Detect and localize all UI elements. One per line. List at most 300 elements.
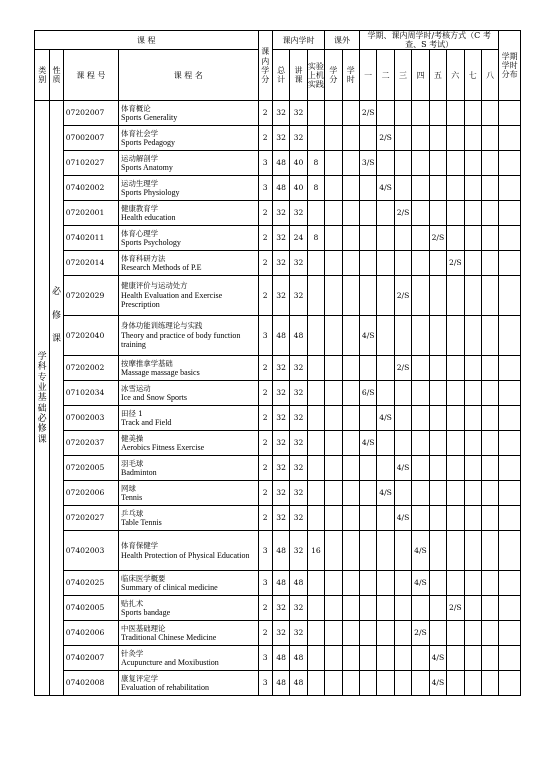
- course-name: [119, 671, 258, 696]
- table-row: [35, 201, 521, 226]
- semester-cell: [377, 506, 394, 531]
- lecture-hours: 40: [290, 176, 307, 201]
- course-name-cn: 体育概论: [121, 103, 151, 113]
- semester-cell: [429, 531, 446, 571]
- distribution-header: [499, 31, 521, 101]
- lab-hours: [307, 646, 324, 671]
- lecture-hours: 32: [290, 201, 307, 226]
- outside-credit: [325, 226, 342, 251]
- course-code: 07202029: [63, 276, 118, 316]
- category-text: 学 科 专 业 基 础 必 修 课: [37, 351, 47, 445]
- semester-mark: 2/S: [447, 596, 464, 621]
- semester-cell: [481, 571, 498, 596]
- semester-6-header: 六: [447, 50, 464, 101]
- lecture-hours: 32: [290, 456, 307, 481]
- course-name-cn: 临床医学概要: [121, 573, 166, 583]
- outside-hour-header: [342, 50, 359, 101]
- total-hours: 48: [272, 646, 289, 671]
- semester-cell: [464, 456, 481, 481]
- course-name: [119, 431, 258, 456]
- distribution-cell: [499, 226, 521, 251]
- semester-cell: [464, 126, 481, 151]
- semester-cell: [429, 381, 446, 406]
- outside-hours: [342, 201, 359, 226]
- semester-cell: [464, 251, 481, 276]
- outside-credit: [325, 381, 342, 406]
- course-code: 07402005: [63, 596, 118, 621]
- semester-mark: 4/S: [394, 456, 411, 481]
- semester-cell: [377, 276, 394, 316]
- course-name-en: Badminton: [121, 468, 157, 478]
- course-name: [119, 456, 258, 481]
- lecture-hours: 32: [290, 481, 307, 506]
- semester-cell: [377, 456, 394, 481]
- category-header: [35, 50, 50, 101]
- distribution-cell: [499, 671, 521, 696]
- credit-value: 2: [258, 406, 272, 431]
- course-name-en: Sports Physiology: [121, 188, 180, 198]
- semester-cell: [464, 151, 481, 176]
- semester-cell: [464, 481, 481, 506]
- lecture-hours: 48: [290, 316, 307, 356]
- course-code: 07102027: [63, 151, 118, 176]
- semester-cell: [481, 201, 498, 226]
- lecture-hours: 32: [290, 101, 307, 126]
- semester-cell: [447, 481, 464, 506]
- course-name: [119, 571, 258, 596]
- table-row: [35, 506, 521, 531]
- lab-hours: [307, 251, 324, 276]
- semester-cell: [359, 276, 376, 316]
- semester-mark: 2/S: [429, 226, 446, 251]
- semester-cell: [429, 126, 446, 151]
- semester-cell: [359, 671, 376, 696]
- distribution-cell: [499, 381, 521, 406]
- semester-note-header: 学期、课内周学时/考核方式（C 考查、S 考试）: [359, 31, 498, 50]
- outside-credit: [325, 481, 342, 506]
- outside-hours: [342, 596, 359, 621]
- outside-hours: [342, 456, 359, 481]
- semester-cell: [359, 406, 376, 431]
- course-name-cn: 按摩推拿学基础: [121, 358, 173, 368]
- credit-header-text: 课 内 学 分: [261, 47, 270, 84]
- nature-header-text: 性 质: [52, 66, 61, 85]
- semester-cell: [359, 506, 376, 531]
- semester-cell: [394, 481, 411, 506]
- course-code: 07102034: [63, 381, 118, 406]
- total-hours: 32: [272, 506, 289, 531]
- semester-cell: [412, 671, 429, 696]
- outside-credit: [325, 201, 342, 226]
- semester-cell: [412, 481, 429, 506]
- distribution-cell: [499, 646, 521, 671]
- outside-credit: [325, 506, 342, 531]
- table-row: [35, 531, 521, 571]
- course-name-cn: 羽毛球: [121, 458, 144, 468]
- nature-cell: [50, 101, 63, 696]
- semester-mark: 2/S: [394, 276, 411, 316]
- outside-credit: [325, 646, 342, 671]
- semester-cell: [412, 251, 429, 276]
- credit-value: 3: [258, 151, 272, 176]
- total-hours: 48: [272, 151, 289, 176]
- table-row: [35, 406, 521, 431]
- course-name-cn: 网球: [121, 483, 136, 493]
- outside-header: 课外: [325, 31, 360, 50]
- semester-cell: [481, 226, 498, 251]
- semester-cell: [429, 431, 446, 456]
- credit-value: 2: [258, 276, 272, 316]
- semester-cell: [447, 406, 464, 431]
- lab-hours: [307, 621, 324, 646]
- semester-cell: [429, 571, 446, 596]
- lab-hours: [307, 101, 324, 126]
- distribution-header-text: 学期 学时 分布: [501, 51, 518, 80]
- outside-credit: [325, 671, 342, 696]
- semester-mark: 2/S: [359, 101, 376, 126]
- course-name: [119, 101, 258, 126]
- outside-hours: [342, 151, 359, 176]
- semester-cell: [481, 431, 498, 456]
- distribution-cell: [499, 316, 521, 356]
- semester-cell: [377, 431, 394, 456]
- credit-value: 3: [258, 316, 272, 356]
- semester-mark: 2/S: [394, 201, 411, 226]
- outside-credit: [325, 151, 342, 176]
- course-name-cn: 体育心理学: [121, 228, 159, 238]
- course-name: [119, 276, 258, 316]
- course-name: [119, 201, 258, 226]
- total-hours: 32: [272, 381, 289, 406]
- semester-cell: [429, 201, 446, 226]
- semester-cell: [464, 671, 481, 696]
- course-name-cn: 乒乓球: [121, 508, 144, 518]
- outside-hours: [342, 646, 359, 671]
- course-name: [119, 356, 258, 381]
- credit-value: 2: [258, 356, 272, 381]
- total-hours: 48: [272, 176, 289, 201]
- credit-value: 2: [258, 481, 272, 506]
- semester-cell: [447, 101, 464, 126]
- course-name: [119, 531, 258, 571]
- table-row: [35, 646, 521, 671]
- semester-cell: [429, 276, 446, 316]
- course-code: 07202037: [63, 431, 118, 456]
- outside-credit: [325, 531, 342, 571]
- semester-cell: [481, 671, 498, 696]
- semester-cell: [481, 456, 498, 481]
- total-hours: 32: [272, 481, 289, 506]
- semester-cell: [464, 276, 481, 316]
- semester-cell: [464, 506, 481, 531]
- outside-hours: [342, 356, 359, 381]
- lab-hours: [307, 356, 324, 381]
- distribution-cell: [499, 176, 521, 201]
- semester-mark: 4/S: [377, 481, 394, 506]
- semester-cell: [481, 406, 498, 431]
- lecture-hours: 40: [290, 151, 307, 176]
- semester-cell: [412, 506, 429, 531]
- total-hours: 32: [272, 431, 289, 456]
- lab-hours: [307, 481, 324, 506]
- semester-cell: [412, 596, 429, 621]
- credit-value: 2: [258, 251, 272, 276]
- semester-3-header: 三: [394, 50, 411, 101]
- lab-hours: 8: [307, 151, 324, 176]
- outside-credit: [325, 316, 342, 356]
- semester-cell: [412, 151, 429, 176]
- semester-cell: [359, 226, 376, 251]
- semester-cell: [464, 531, 481, 571]
- distribution-cell: [499, 431, 521, 456]
- semester-cell: [447, 276, 464, 316]
- lab-hours: [307, 126, 324, 151]
- lecture-hours: 32: [290, 596, 307, 621]
- outside-hours: [342, 671, 359, 696]
- course-code: 07202027: [63, 506, 118, 531]
- semester-cell: [394, 251, 411, 276]
- semester-cell: [377, 101, 394, 126]
- semester-cell: [447, 356, 464, 381]
- course-name-en: Ice and Snow Sports: [121, 393, 188, 403]
- inclass-hours-header: 课内学时: [272, 31, 324, 50]
- distribution-cell: [499, 251, 521, 276]
- semester-cell: [464, 356, 481, 381]
- semester-cell: [412, 201, 429, 226]
- semester-cell: [377, 571, 394, 596]
- outside-hours: [342, 431, 359, 456]
- semester-cell: [429, 456, 446, 481]
- semester-cell: [394, 406, 411, 431]
- outside-credit: [325, 276, 342, 316]
- semester-cell: [394, 226, 411, 251]
- semester-cell: [377, 316, 394, 356]
- total-hours: 32: [272, 126, 289, 151]
- distribution-cell: [499, 506, 521, 531]
- semester-mark: 4/S: [429, 646, 446, 671]
- credit-value: 3: [258, 531, 272, 571]
- table-row: [35, 596, 521, 621]
- semester-cell: [481, 646, 498, 671]
- semester-cell: [412, 176, 429, 201]
- outside-credit: [325, 621, 342, 646]
- lab-hours: 16: [307, 531, 324, 571]
- lecture-hours: 32: [290, 381, 307, 406]
- semester-cell: [412, 406, 429, 431]
- distribution-cell: [499, 571, 521, 596]
- lab-hours: [307, 506, 324, 531]
- semester-cell: [394, 176, 411, 201]
- course-code: 07402006: [63, 621, 118, 646]
- outside-hours: [342, 226, 359, 251]
- semester-cell: [377, 151, 394, 176]
- semester-cell: [429, 481, 446, 506]
- lab-hours: [307, 456, 324, 481]
- course-name-cn: 运动解剖学: [121, 153, 159, 163]
- outside-hours: [342, 176, 359, 201]
- semester-cell: [359, 571, 376, 596]
- semester-mark: 4/S: [394, 506, 411, 531]
- table-row: [35, 101, 521, 126]
- course-name-en: Table Tennis: [121, 518, 162, 528]
- outside-credit: [325, 356, 342, 381]
- outside-hours: [342, 381, 359, 406]
- distribution-cell: [499, 126, 521, 151]
- course-name-cn: 健康评价与运动处方: [121, 281, 188, 291]
- credit-value: 3: [258, 571, 272, 596]
- semester-cell: [429, 356, 446, 381]
- semester-mark: 2/S: [412, 621, 429, 646]
- semester-4-header: 四: [412, 50, 429, 101]
- semester-cell: [394, 646, 411, 671]
- semester-cell: [359, 251, 376, 276]
- semester-cell: [464, 316, 481, 356]
- lecture-hours: 32: [290, 506, 307, 531]
- semester-cell: [394, 571, 411, 596]
- semester-cell: [481, 101, 498, 126]
- outside-credit: [325, 126, 342, 151]
- semester-cell: [359, 201, 376, 226]
- semester-cell: [412, 381, 429, 406]
- semester-cell: [359, 481, 376, 506]
- semester-cell: [464, 176, 481, 201]
- semester-cell: [429, 506, 446, 531]
- semester-2-header: 二: [377, 50, 394, 101]
- table-row: [35, 481, 521, 506]
- semester-mark: 4/S: [412, 531, 429, 571]
- outside-hours: [342, 506, 359, 531]
- course-code: 07002003: [63, 406, 118, 431]
- distribution-cell: [499, 531, 521, 571]
- semester-cell: [429, 596, 446, 621]
- course-name-en: Acupuncture and Moxibustion: [121, 658, 219, 668]
- total-hours: 32: [272, 456, 289, 481]
- category-header-text: 类 别: [38, 66, 47, 85]
- total-hours: 32: [272, 596, 289, 621]
- course-name-en: Research Methods of P.E: [121, 263, 202, 273]
- lecture-hours: 32: [290, 406, 307, 431]
- total-hours: 32: [272, 406, 289, 431]
- semester-mark: 4/S: [377, 176, 394, 201]
- semester-cell: [447, 621, 464, 646]
- semester-cell: [447, 126, 464, 151]
- total-hours: 48: [272, 671, 289, 696]
- semester-cell: [377, 621, 394, 646]
- semester-cell: [377, 226, 394, 251]
- total-hours: 32: [272, 356, 289, 381]
- course-name-cn: 体育科研方法: [121, 253, 166, 263]
- semester-cell: [377, 381, 394, 406]
- semester-cell: [377, 356, 394, 381]
- lab-hours: [307, 671, 324, 696]
- lab-hours: [307, 276, 324, 316]
- semester-cell: [394, 531, 411, 571]
- lecture-header-text: 讲 课: [294, 66, 303, 85]
- table-row: [35, 456, 521, 481]
- semester-cell: [429, 176, 446, 201]
- semester-cell: [429, 101, 446, 126]
- course-name: [119, 316, 258, 356]
- semester-mark: 3/S: [359, 151, 376, 176]
- course-name-en: Sports Anatomy: [121, 163, 173, 173]
- outside-credit-header: [325, 50, 342, 101]
- total-hours: 48: [272, 571, 289, 596]
- lecture-hours: 32: [290, 251, 307, 276]
- nature-header: [50, 50, 63, 101]
- course-code: 07402007: [63, 646, 118, 671]
- course-rows: [35, 101, 521, 696]
- course-name-en: Track and Field: [121, 418, 172, 428]
- outside-credit: [325, 176, 342, 201]
- semester-cell: [377, 646, 394, 671]
- course-name: [119, 481, 258, 506]
- semester-cell: [481, 176, 498, 201]
- semester-cell: [377, 596, 394, 621]
- total-hours: 48: [272, 531, 289, 571]
- semester-cell: [377, 201, 394, 226]
- semester-cell: [359, 456, 376, 481]
- outside-credit: [325, 251, 342, 276]
- semester-cell: [394, 671, 411, 696]
- lab-hours: [307, 571, 324, 596]
- course-name-en: Summary of clinical medicine: [121, 583, 218, 593]
- course-code: 07402011: [63, 226, 118, 251]
- total-hours: 32: [272, 251, 289, 276]
- course-name-en: Sports Generality: [121, 113, 178, 123]
- semester-cell: [394, 101, 411, 126]
- outside-credit-header-text: 学 分: [329, 66, 338, 85]
- semester-cell: [447, 431, 464, 456]
- semester-cell: [412, 276, 429, 316]
- semester-cell: [447, 571, 464, 596]
- course-name: [119, 226, 258, 251]
- outside-credit: [325, 101, 342, 126]
- semester-cell: [481, 596, 498, 621]
- semester-1-header: 一: [359, 50, 376, 101]
- course-name-cn: 针灸学: [121, 648, 144, 658]
- course-name: [119, 596, 258, 621]
- lecture-hours: 48: [290, 571, 307, 596]
- course-name-en: Health Evaluation and Exercise Prescription: [121, 290, 223, 310]
- outside-hours: [342, 126, 359, 151]
- course-name-cn: 体育保健学: [121, 541, 159, 551]
- credit-value: 3: [258, 646, 272, 671]
- course-name-en: Aerobics Fitness Exercise: [121, 443, 205, 453]
- table-row: [35, 226, 521, 251]
- semester-cell: [464, 381, 481, 406]
- semester-cell: [412, 226, 429, 251]
- distribution-cell: [499, 101, 521, 126]
- semester-cell: [447, 316, 464, 356]
- lecture-hours: 32: [290, 356, 307, 381]
- outside-credit: [325, 571, 342, 596]
- semester-cell: [464, 406, 481, 431]
- course-name-en: Sports Psychology: [121, 238, 181, 248]
- credit-value: 2: [258, 431, 272, 456]
- semester-cell: [481, 621, 498, 646]
- outside-credit: [325, 456, 342, 481]
- lecture-hours: 48: [290, 646, 307, 671]
- course-name: [119, 381, 258, 406]
- semester-cell: [447, 506, 464, 531]
- distribution-cell: [499, 201, 521, 226]
- lecture-hours: 32: [290, 126, 307, 151]
- semester-cell: [464, 596, 481, 621]
- lab-hours: [307, 381, 324, 406]
- course-name-cn: 健康教育学: [121, 203, 159, 213]
- semester-cell: [464, 201, 481, 226]
- course-name-cn: 贴扎术: [121, 598, 144, 608]
